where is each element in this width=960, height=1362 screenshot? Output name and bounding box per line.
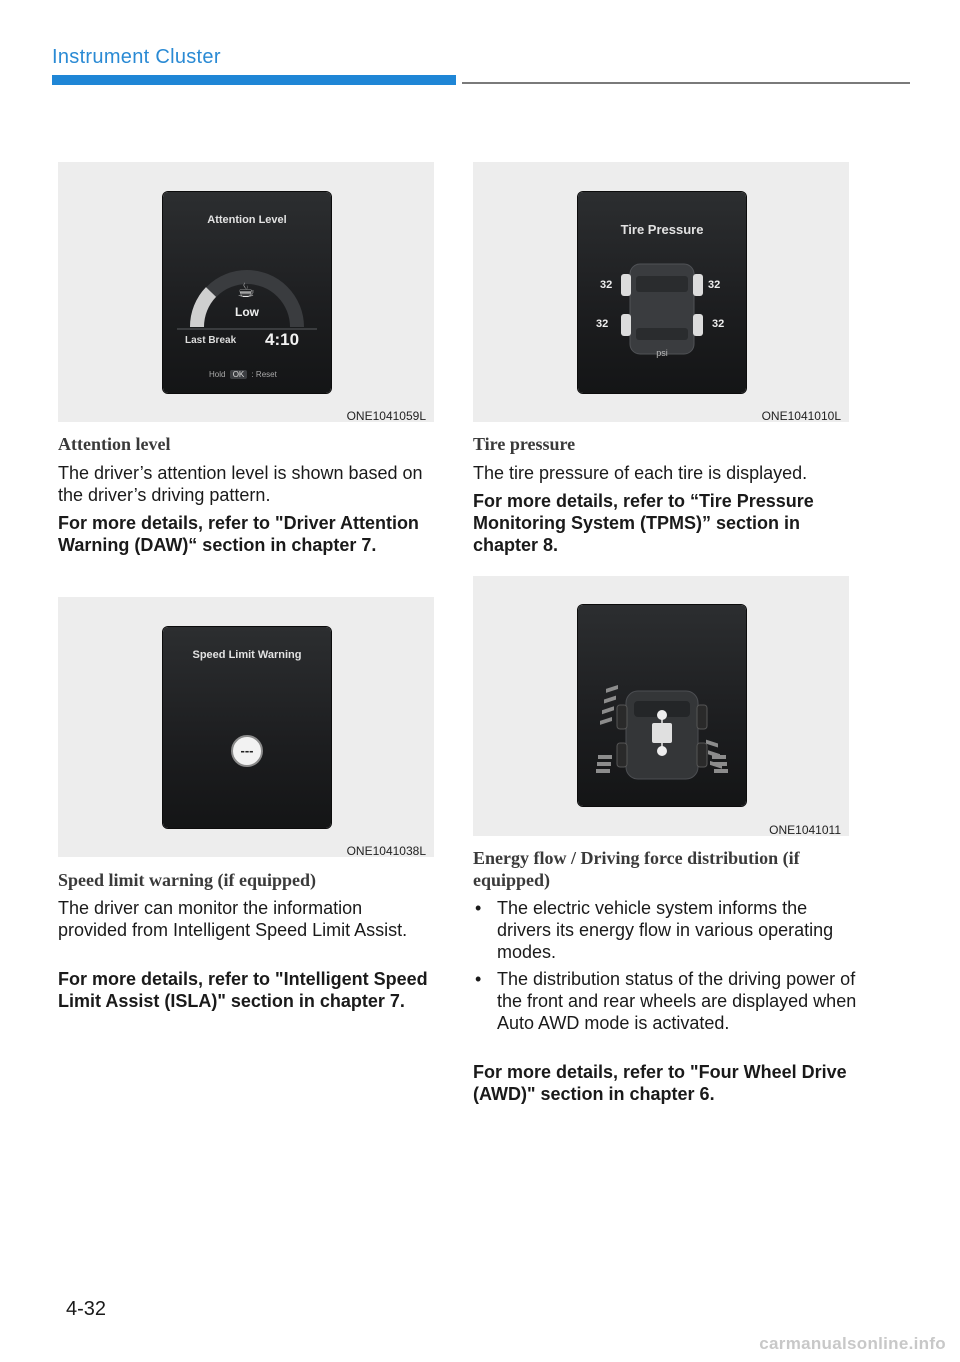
tire-rear-left-value: 32 [596,318,609,330]
section-title-attention: Attention level [58,434,171,454]
header-bar-gray [462,82,910,84]
tire-rear-right-value: 32 [712,318,725,330]
energy-reference: For more details, refer to "Four Wheel Drive (AWD)" section in chapter 6. [473,1062,847,1104]
attention-description: The driver’s attention level is shown based on the driver’s driving pattern. [58,463,423,505]
last-break-label: Last Break [185,335,237,346]
energy-bullet-1 [473,897,853,963]
screen-title: Tire Pressure [620,222,704,237]
coffee-cup-icon: ☕ [237,280,255,302]
reset-label: : Reset [251,370,277,379]
tire-front-right-value: 32 [708,279,721,291]
figure-code: ONE1041010L [761,409,841,423]
cluster-screen-tire-pressure [578,192,746,393]
tire-pressure-description: The tire pressure of each tire is displayed. [473,463,808,483]
energy-bullet-2 [473,968,857,1034]
header-bar-blue [52,75,456,85]
hold-ok-reset-hint [209,370,277,379]
tire-pressure-reference: For more details, refer to “Tire Pressure Monitoring System (TPMS)” section in chapter 8. [473,491,814,555]
watermark: carmanualsonline.info [759,1334,946,1353]
tire-pressure-unit: psi [656,348,668,358]
figure-code: ONE1041038L [346,844,426,858]
section-title-energy-flow: Energy flow / Driving force distribution (if equipped) [473,848,800,890]
tire-front-left-value: 32 [600,279,613,291]
speed-limit-description: The driver can monitor the information provided from Intelligent Speed Limit Assist. [58,898,408,940]
figure-code: ONE1041059L [346,409,426,423]
ok-key: OK [230,370,248,379]
attention-reference: For more details, refer to "Driver Attention Warning (DAW)“ section in chapter 7. [58,513,419,555]
page-header-title: Instrument Cluster [52,46,221,68]
bullet-dot: • [475,898,482,918]
section-title-tire-pressure: Tire pressure [473,434,576,454]
attention-level-value: Low [235,305,259,319]
screen-title: Speed Limit Warning [192,649,302,661]
figure-energy-flow [473,576,849,836]
energy-flow-diagram [578,605,746,806]
bullet-text: The distribution status of the driving power of the front and rear wheels are displayed when Auto AWD mode is activated. [497,969,857,1033]
figure-speed-limit-warning [58,597,434,857]
cluster-screen-energy-flow [578,605,746,806]
page-number: 4-32 [66,1298,107,1320]
speed-limit-reference: For more details, refer to "Intelligent Speed Limit Assist (ISLA)" section in chapter 7. [58,969,428,1011]
figure-code: ONE1041011 [769,823,841,837]
hold-label: Hold [209,370,226,379]
vehicle-top-view-icon [578,192,746,393]
cluster-screen-speed-limit [163,627,331,828]
bullet-text: The electric vehicle system informs the drivers its energy flow in various operating modes. [497,898,834,962]
last-break-value: 4:10 [265,330,300,349]
figure-tire-pressure [473,162,849,422]
bullet-dot: • [475,969,482,989]
speed-limit-sign-icon: --- [231,735,263,767]
screen-title: Attention Level [207,214,287,226]
section-title-speed-limit: Speed limit warning (if equipped) [58,870,317,890]
figure-attention-level [58,162,434,422]
cluster-screen-attention [163,192,331,393]
